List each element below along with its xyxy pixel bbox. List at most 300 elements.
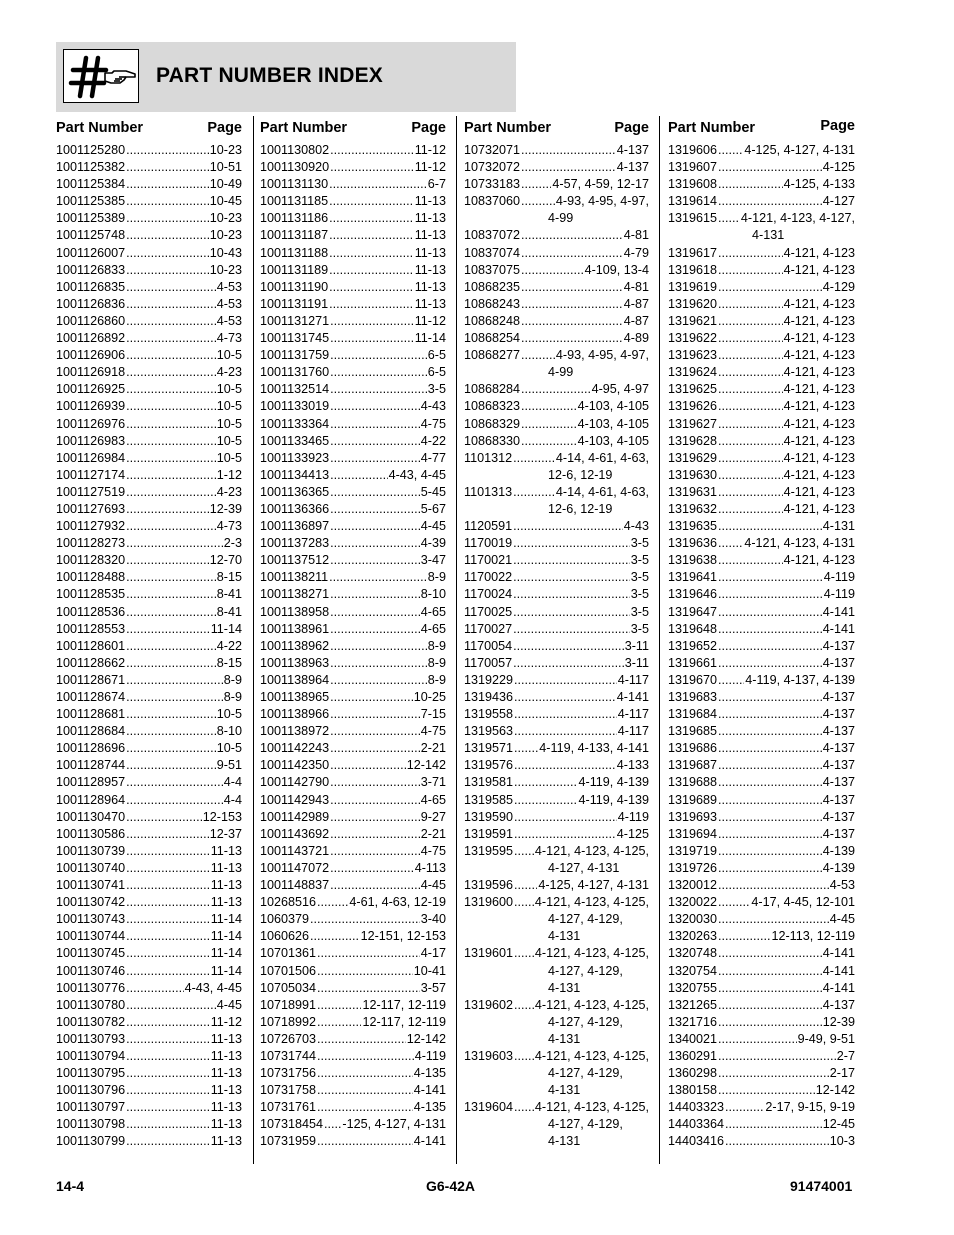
dot-leader <box>330 826 420 843</box>
part-number: 1001137283 <box>260 536 330 551</box>
page-reference: 10-5 <box>216 416 242 431</box>
page-reference: 12-37 <box>209 826 242 841</box>
part-number: 1319625 <box>668 382 718 397</box>
index-entry <box>464 569 649 586</box>
dot-leader <box>126 1065 210 1082</box>
part-number: 1001130920 <box>260 160 330 175</box>
dot-leader <box>126 381 216 398</box>
dot-leader <box>514 1048 534 1065</box>
dot-leader <box>718 569 823 586</box>
part-number: 1001128696 <box>56 741 126 756</box>
dot-leader <box>718 1082 815 1099</box>
part-number: 1001138958 <box>260 604 330 619</box>
index-entry <box>56 1133 242 1150</box>
part-number: 1001128964 <box>56 792 126 807</box>
part-number: 10837072 <box>464 228 521 243</box>
index-entry <box>56 518 242 535</box>
page-reference: 4-119 <box>414 1048 446 1063</box>
part-number: 1320748 <box>668 946 718 961</box>
part-number: 1001142790 <box>260 775 330 790</box>
dot-leader <box>718 723 822 740</box>
index-entry <box>668 569 855 586</box>
index-entry <box>668 535 855 552</box>
index-entry <box>260 433 446 450</box>
index-entry <box>668 416 855 433</box>
dot-leader <box>330 159 414 176</box>
dot-leader <box>317 980 420 997</box>
dot-leader <box>718 860 822 877</box>
part-number: 1001126939 <box>56 399 126 414</box>
dot-leader <box>718 928 770 945</box>
part-number: 1319623 <box>668 348 718 363</box>
dot-leader <box>514 723 617 740</box>
page-reference: 4-121, 4-123, 4-127, <box>740 211 855 226</box>
page-reference: 4-117 <box>617 724 649 739</box>
page-reference: 3-5 <box>427 382 446 397</box>
part-number: 1360298 <box>668 1066 718 1081</box>
header-banner <box>56 42 516 112</box>
index-entry <box>668 894 855 911</box>
part-number: 10726703 <box>260 1031 317 1046</box>
index-entry <box>668 963 855 980</box>
page-reference-continued: 4-131 <box>548 929 581 944</box>
page-reference: 2-21 <box>420 741 446 756</box>
page-reference: 11-13 <box>414 262 446 277</box>
index-entry <box>56 928 242 945</box>
index-entry <box>260 518 446 535</box>
dot-leader <box>330 330 414 347</box>
page-reference: 4-135 <box>413 1066 446 1081</box>
page-reference: 5-45 <box>420 484 446 499</box>
dot-leader <box>330 347 427 364</box>
index-entry <box>56 569 242 586</box>
page-reference: 4-23 <box>216 365 242 380</box>
index-entry <box>668 552 855 569</box>
dot-leader <box>329 296 414 313</box>
dot-leader <box>521 142 616 159</box>
page-reference: 4-141 <box>413 1134 446 1149</box>
part-number: 1001148837 <box>260 878 330 893</box>
page-reference: 11-14 <box>414 331 446 346</box>
dot-leader <box>718 740 822 757</box>
dot-leader <box>521 227 623 244</box>
index-entry <box>464 347 649 364</box>
index-entry <box>464 398 649 415</box>
page-reference-continued: 4-127, 4-131 <box>548 860 620 875</box>
part-number: 1001136897 <box>260 519 330 534</box>
part-number: 1319607 <box>668 160 718 175</box>
page-reference: 4-17 <box>420 946 446 961</box>
dot-leader <box>521 330 623 347</box>
page-reference: 9-27 <box>420 809 446 824</box>
index-entry <box>260 210 446 227</box>
page-reference: 8-9 <box>223 690 242 704</box>
page-reference: 11-13 <box>414 228 446 243</box>
index-entry <box>464 450 649 467</box>
part-number: 1001138963 <box>260 655 330 670</box>
page-reference-continued: 4-127, 4-129, <box>548 1066 623 1081</box>
part-number: 1001136366 <box>260 501 330 516</box>
page-reference: 4-61, 4-63, 12-19 <box>349 895 446 910</box>
index-entry <box>668 1099 855 1116</box>
page-reference: 3-71 <box>420 775 446 790</box>
index-entry <box>260 672 446 689</box>
index-entry <box>56 843 242 860</box>
dot-leader <box>718 467 783 484</box>
part-number: 1001128681 <box>56 707 126 722</box>
page-reference: 4-125, 4-127, 4-131 <box>744 143 855 157</box>
dot-leader <box>330 552 420 569</box>
index-entry <box>260 586 446 603</box>
index-entry <box>668 826 855 843</box>
index-entry <box>668 586 855 603</box>
index-entry <box>464 638 649 655</box>
page-reference-continued: 4-127, 4-129, <box>548 1117 623 1132</box>
index-entry <box>464 484 649 501</box>
part-number-header: Part Number <box>464 120 552 136</box>
index-entry <box>668 689 855 706</box>
part-number: 1319596 <box>464 878 514 893</box>
page-reference: 4-39 <box>420 536 446 551</box>
dot-leader <box>521 176 551 193</box>
page-reference: 4-141 <box>616 690 649 704</box>
index-entry <box>668 193 855 210</box>
part-number: 1001131191 <box>260 296 329 311</box>
dot-leader <box>126 484 216 501</box>
part-number: 1319591 <box>464 826 514 841</box>
part-number: 10268516 <box>260 895 317 910</box>
page-reference: 2-17, 9-15, 9-19 <box>765 1100 855 1115</box>
page-reference: 4-43 <box>420 399 446 414</box>
index-entry <box>260 364 446 381</box>
part-number: 1319606 <box>668 143 718 157</box>
dot-leader <box>330 809 420 826</box>
part-number: 1001131745 <box>260 331 330 346</box>
dot-leader <box>718 262 783 279</box>
dot-leader <box>725 1099 764 1116</box>
index-entry <box>668 1031 855 1048</box>
dot-leader <box>521 245 623 262</box>
part-number: 1001133923 <box>260 450 330 465</box>
part-number: 10705034 <box>260 980 317 995</box>
part-number: 1001128957 <box>56 775 126 790</box>
part-number: 1319576 <box>464 758 514 773</box>
dot-leader <box>513 535 630 552</box>
dot-leader <box>126 1082 210 1099</box>
dot-leader <box>521 433 577 450</box>
index-entry <box>668 843 855 860</box>
part-number: 1319638 <box>668 553 718 568</box>
part-number: 1001128662 <box>56 655 126 670</box>
page-reference: 4-137 <box>822 809 855 824</box>
dot-leader <box>718 535 743 552</box>
page-reference: 6-5 <box>427 348 446 363</box>
part-number: 1319621 <box>668 313 718 328</box>
part-number: 1001138961 <box>260 621 330 636</box>
dot-leader <box>126 723 216 740</box>
page-header: Page <box>207 120 242 136</box>
part-number: 1001130746 <box>56 963 126 978</box>
index-entry <box>464 877 649 894</box>
dot-leader <box>718 757 822 774</box>
page-reference-continued: 4-99 <box>548 211 574 226</box>
index-entry <box>260 963 446 980</box>
dot-leader <box>718 296 783 313</box>
dot-leader <box>718 518 822 535</box>
column-header <box>260 116 446 142</box>
page-reference: 4-73 <box>216 519 242 534</box>
part-number: 1001126835 <box>56 279 126 294</box>
page-reference: 10-23 <box>209 211 242 226</box>
index-entry <box>260 997 446 1014</box>
part-number: 1001130802 <box>260 143 330 157</box>
part-number: 1001130798 <box>56 1117 126 1132</box>
page-reference: 6-7 <box>427 177 446 192</box>
index-entry <box>260 1082 446 1099</box>
dot-leader <box>718 963 822 980</box>
dot-leader <box>310 911 420 928</box>
index-entry <box>668 313 855 330</box>
part-number: 1001132514 <box>260 382 330 397</box>
dot-leader <box>126 1133 210 1150</box>
part-number: 1001126833 <box>56 262 126 277</box>
part-number: 14403323 <box>668 1100 725 1115</box>
part-number: 10837075 <box>464 262 521 277</box>
dot-leader <box>126 159 209 176</box>
part-number: 10868243 <box>464 296 521 311</box>
index-entry <box>260 330 446 347</box>
dot-leader <box>329 193 414 210</box>
page-reference: 4-137 <box>822 758 855 773</box>
part-number: 1001138962 <box>260 638 330 653</box>
page-reference: 4-119, 4-139 <box>578 775 649 790</box>
dot-leader <box>317 945 420 962</box>
index-entry <box>464 774 649 791</box>
page-reference: 4-14, 4-61, 4-63, <box>555 484 649 499</box>
index-entry <box>56 706 242 723</box>
part-number: 1001131759 <box>260 348 330 363</box>
dot-leader <box>521 381 591 398</box>
dot-leader <box>126 809 202 826</box>
dot-leader <box>126 569 216 586</box>
part-number: 10868323 <box>464 399 521 414</box>
part-number: 1319563 <box>464 724 514 739</box>
part-number: 1001130742 <box>56 895 126 910</box>
part-number: 1001128553 <box>56 621 126 636</box>
page-reference: 4-45 <box>829 912 855 927</box>
column-header <box>464 116 649 142</box>
dot-leader <box>330 689 413 706</box>
page-reference: 4-137 <box>822 707 855 722</box>
page-reference: 2-3 <box>223 536 242 551</box>
dot-leader <box>317 1082 413 1099</box>
page-reference: 11-12 <box>414 143 446 157</box>
dot-leader <box>718 689 822 706</box>
index-entry <box>464 262 649 279</box>
index-entry <box>260 227 446 244</box>
dot-leader <box>330 501 420 518</box>
page-reference: 4-121, 4-123 <box>783 501 855 516</box>
index-entry <box>464 809 649 826</box>
dot-leader <box>126 1048 210 1065</box>
dot-leader <box>718 501 783 518</box>
index-entry <box>56 142 242 159</box>
part-number: 1001133465 <box>260 433 330 448</box>
part-number: 1001130741 <box>56 878 126 893</box>
index-entry <box>260 279 446 296</box>
index-entry <box>260 980 446 997</box>
dot-leader <box>514 809 617 826</box>
index-entry <box>668 877 855 894</box>
index-entry <box>260 484 446 501</box>
page-reference: 4-125, 4-133 <box>783 177 855 192</box>
index-entry <box>56 193 242 210</box>
part-number: 1320263 <box>668 929 718 944</box>
page-reference: 4-45 <box>420 519 446 534</box>
index-entry <box>464 1048 649 1065</box>
page-reference: 4-121, 4-123 <box>783 484 855 499</box>
dot-leader <box>718 193 822 210</box>
part-number: 1319614 <box>668 194 718 209</box>
page-reference: 4-121, 4-123, 4-125, <box>534 946 649 961</box>
dot-leader <box>126 1031 210 1048</box>
page-reference: 4-121, 4-123, 4-125, <box>534 1048 649 1063</box>
index-entry <box>668 757 855 774</box>
dot-leader <box>329 245 414 262</box>
part-number: 1319617 <box>668 245 718 260</box>
page-reference: 4-43 <box>623 519 649 534</box>
part-number: 1001130793 <box>56 1031 126 1046</box>
dot-leader <box>317 894 348 911</box>
index-entry <box>668 997 855 1014</box>
page-reference: 3-5 <box>630 570 649 585</box>
index-entry <box>668 176 855 193</box>
dot-leader <box>330 142 414 159</box>
index-entry <box>668 723 855 740</box>
page-reference: 4-137 <box>822 826 855 841</box>
part-number: 1001142989 <box>260 809 330 824</box>
page-reference: 4-87 <box>623 313 649 328</box>
index-entry <box>260 569 446 586</box>
page-reference: 4-121, 4-123, 4-125, <box>534 843 649 858</box>
part-number: 1319726 <box>668 860 718 875</box>
page-reference: 4-87 <box>623 296 649 311</box>
part-number: 10731744 <box>260 1048 317 1063</box>
page-reference: 4-121, 4-123 <box>783 433 855 448</box>
index-entry <box>668 364 855 381</box>
part-number: 1001138965 <box>260 690 330 704</box>
index-entry <box>668 638 855 655</box>
page-reference: 4-45 <box>420 878 446 893</box>
dot-leader <box>725 1133 829 1150</box>
dot-leader <box>330 792 420 809</box>
page-reference: 4-43, 4-45 <box>184 980 242 995</box>
index-entry <box>464 586 649 603</box>
dot-leader <box>718 809 822 826</box>
part-number: 1319615 <box>668 211 718 226</box>
page-reference: 4-22 <box>420 433 446 448</box>
page-reference-continued: 12-6, 12-19 <box>548 467 613 482</box>
part-number: 10868284 <box>464 382 521 397</box>
dot-leader <box>330 877 420 894</box>
dot-leader <box>317 1099 413 1116</box>
page-reference: 3-47 <box>420 553 446 568</box>
dot-leader <box>718 843 822 860</box>
index-column-2 <box>260 116 446 1151</box>
dot-leader <box>521 193 555 210</box>
part-number: 1001128674 <box>56 690 126 704</box>
part-number: 1001128684 <box>56 724 126 739</box>
dot-leader <box>718 621 822 638</box>
part-number: 1001126925 <box>56 382 126 397</box>
index-entry <box>668 518 855 535</box>
part-number: 1001131188 <box>260 245 329 260</box>
index-entry <box>56 210 242 227</box>
page-reference: 10-3 <box>829 1134 855 1149</box>
dot-leader <box>126 672 223 689</box>
page-reference: 12-113, 12-119 <box>771 929 855 944</box>
index-entry <box>464 227 649 244</box>
dot-leader <box>718 894 750 911</box>
part-number: 1001131130 <box>260 177 329 192</box>
dot-leader <box>718 364 783 381</box>
index-entry <box>668 159 855 176</box>
page-reference: 10-5 <box>216 399 242 414</box>
page-reference-continued: 4-127, 4-129, <box>548 963 623 978</box>
page-reference: 4-121, 4-123 <box>783 331 855 346</box>
dot-leader <box>513 604 630 621</box>
index-entry <box>668 740 855 757</box>
dot-leader <box>330 484 420 501</box>
index-entry <box>464 159 649 176</box>
part-number: 1001125385 <box>56 194 126 209</box>
page-reference: 4-109, 13-4 <box>584 262 649 277</box>
index-entry <box>56 296 242 313</box>
page-reference: 4-81 <box>623 279 649 294</box>
part-number: 1001130776 <box>56 980 126 995</box>
index-entry <box>260 877 446 894</box>
part-number: 1319608 <box>668 177 718 192</box>
part-number: 1001143692 <box>260 826 330 841</box>
index-entry <box>56 911 242 928</box>
dot-leader <box>126 1014 210 1031</box>
index-entry <box>260 159 446 176</box>
page-reference: 4-14, 4-61, 4-63, <box>555 450 649 465</box>
part-number: 1001125382 <box>56 160 126 175</box>
index-entry <box>56 279 242 296</box>
index-entry <box>668 484 855 501</box>
dot-leader <box>126 227 209 244</box>
index-entry <box>56 963 242 980</box>
page-reference: 4-79 <box>623 245 649 260</box>
index-entry <box>668 911 855 928</box>
index-entry <box>56 364 242 381</box>
page-reference: 4-81 <box>623 228 649 243</box>
index-entry <box>464 672 649 689</box>
index-entry <box>56 792 242 809</box>
index-entry <box>668 381 855 398</box>
index-entry <box>260 604 446 621</box>
part-number: 1001128671 <box>56 672 126 687</box>
page-reference: 10-49 <box>209 177 242 192</box>
index-entry <box>260 467 446 484</box>
part-number: 1170025 <box>464 604 513 619</box>
dot-leader <box>126 450 216 467</box>
page-reference: 3-5 <box>630 587 649 602</box>
index-entry <box>260 689 446 706</box>
dot-leader <box>718 655 822 672</box>
index-entry <box>668 945 855 962</box>
